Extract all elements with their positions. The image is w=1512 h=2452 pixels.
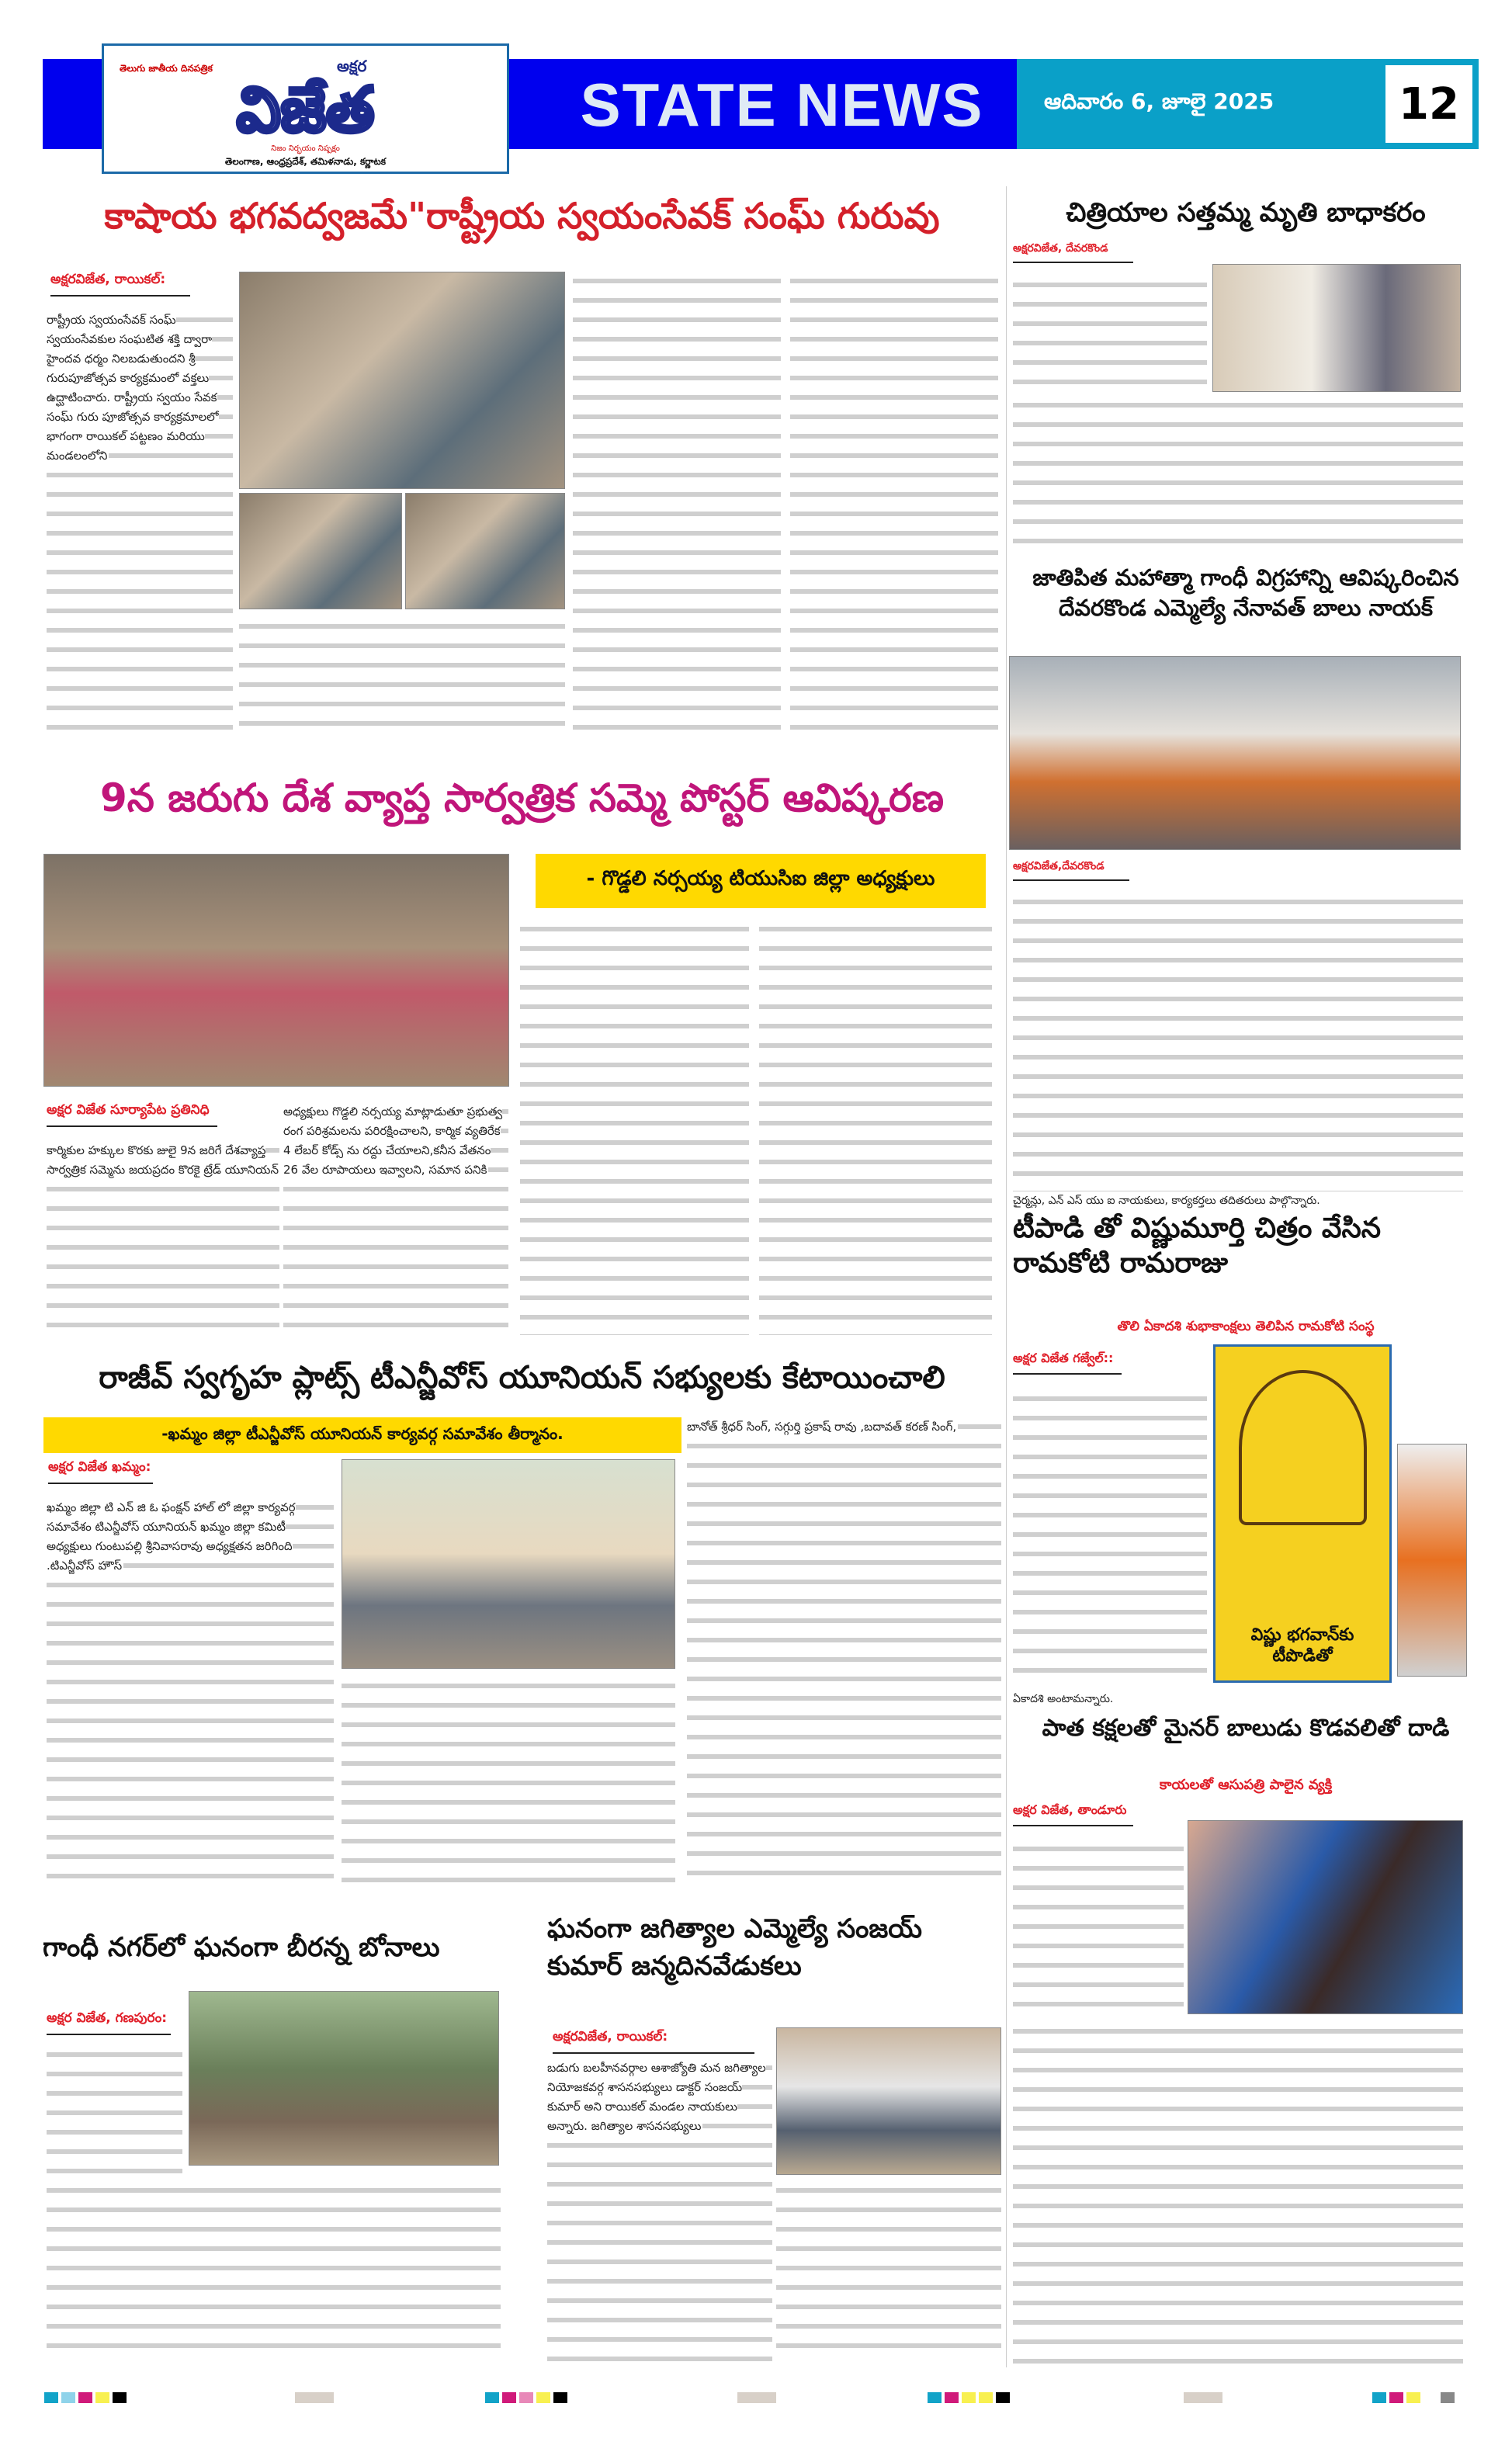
article-body-2: అధ్యక్షులు గొడ్డలి నర్సయ్య మాట్లాడుతూ ప్రభుత్వ రంగ పరిశ్రమలను పరిరక్షించాలని, కార్మిక వ్యతిరేక 4 లేబర్ కోడ్స్ ను రద్దు చేయాలని,కనీస వేతనం 26 వేల రూపాయలు ఇవ్వాలని, సమాన పనికి	[283, 1102, 508, 1335]
article-body: రాష్ట్రీయ స్వయంసేవక్ సంఘ్ స్వయంసేవకుల సంఘటిత శక్తి ద్వారా హైందవ ధర్మం నిలబడుతుందని శ్రీ గురుపూజోత్సవ కార్యక్రమంలో వక్తలు ఉద్ఘాటించారు. రాష్ట్రీయ స్వయం సేవక సంఘ్ గురు పూజోత్సవ కార్యక్రమాలలో భాగంగా రాయికల్ పట్టణం మరియు మండలంలోని	[47, 310, 233, 730]
dateline: అక్షర విజేత గజ్వేల్::	[1013, 1351, 1122, 1375]
subhead: కాయలతో ఆసుపత్రి పాలైన వ్యక్తి	[1159, 1777, 1333, 1793]
photo-injured-boy	[1188, 1820, 1463, 2014]
logo-tagline: తెలుగు జాతీయ దినపత్రిక	[120, 63, 213, 74]
article-body: ఖమ్మం జిల్లా టి ఎన్ జి ఓ ఫంక్షన్ హాల్ లో జిల్లా కార్యవర్గ సమావేశం టిఎన్జీవోస్ యూనియన్ ఖమ్మం జిల్లా కమిటీ అధ్యక్షులు గుంటుపల్లి శ్రీనివాసరావు అధ్యక్షతన జరిగింది .టిఎన్జీవోస్ హౌస్	[47, 1498, 334, 1886]
article-body-end: చైర్మన్లు, ఎన్ ఎస్ యు ఐ నాయకులు, కార్యకర్తలు తదితరులు పాల్గొన్నారు.	[1013, 1195, 1320, 1207]
dateline: అక్షర విజేత ఖమ్మం:	[48, 1459, 153, 1484]
column-divider	[1006, 186, 1007, 2367]
photo-poster-release	[43, 854, 509, 1087]
subhead-banner: - గొడ్డలి నర్సయ్య టియుసిఐ జిల్లా అధ్యక్షులు	[536, 854, 986, 908]
logo-prefix: అక్షర	[337, 57, 367, 75]
subhead: తొలి ఏకాదశి శుభాకాంక్షలు తెలిపిన రామకోటి సంస్థ	[1013, 1320, 1479, 1335]
photo-gurupuja	[239, 272, 565, 489]
headline-sanjay-birthday: ఘనంగా జగిత్యాల ఎమ్మెల్యే సంజయ్ కుమార్ జన్మదినవేడుకలు	[547, 1913, 922, 1982]
headline-strike: 9న జరుగు దేశ వ్యాప్త సార్వత్రిక సమ్మె పోస్టర్ ఆవిష్కరణ	[100, 775, 944, 820]
photo-birthday	[776, 2027, 1001, 2175]
headline-gandhi-statue: జాతిపిత మహాత్మా గాంధీ విగ్రహాన్ని ఆవిష్కరించిన దేవరకొండ ఎమ్మెల్యే నేనావత్ బాలు నాయక్	[1032, 564, 1459, 622]
headline-rss: కాషాయ భగవద్వజమే"రాష్ట్రీయ స్వయంసేవక్ సంఘ్ గురువు	[104, 195, 940, 237]
headline-sattamma: చిత్రియాల సత్తమ్మ మృతి బాధాకరం	[1066, 197, 1426, 228]
article-body-end: ఏకాదశి అంటామన్నారు.	[1013, 1693, 1114, 1705]
vishnu-artwork: విష్ణు భగవాన్‌కు టీపొడితో	[1213, 1344, 1392, 1683]
photo-tngos-meeting	[342, 1459, 675, 1669]
headline-tngos: రాజీవ్ స్వగృహ ప్లాట్స్ టీఎన్జీవోస్ యూనియన్ సభ్యులకు కేటాయించాలి	[99, 1360, 945, 1396]
dateline: అక్షర విజేత సూర్యాపేట ప్రతినిధి	[47, 1102, 217, 1127]
dateline: అక్షరవిజేత,దేవరకొండ	[1013, 860, 1129, 881]
issue-date: ఆదివారం 6, జూలై 2025	[1044, 88, 1274, 114]
dateline: అక్షరవిజేత, రాయికల్:	[553, 2029, 754, 2054]
dateline: అక్షర విజేత, గణపురం:	[47, 2010, 171, 2035]
dateline: అక్షరవిజేత, దేవరకొండ	[1013, 242, 1133, 263]
photo-sattamma	[1212, 264, 1461, 392]
section-title: STATE NEWS	[580, 71, 984, 139]
logo-motto: నిజం నిర్భయం నిష్పక్షం	[271, 144, 340, 153]
article-body-2: బానోత్ శ్రీధర్ సింగ్, సగ్గుర్తి ప్రకాష్ రావు ,బదావత్ కరణ్ సింగ్,	[687, 1417, 1001, 1887]
headline-minor-attack: పాత కక్షలతో మైనర్ బాలుడు కొడవలితో దాడి	[1042, 1715, 1450, 1742]
photo-ramaraju	[1397, 1444, 1467, 1677]
photo-gurupuja-3	[405, 493, 565, 609]
headline-bonalu: గాంధీ నగర్‌లో ఘనంగా బీరన్న బోనాలు	[43, 1932, 440, 1963]
dateline: అక్షరవిజేత, రాయికల్:	[50, 272, 190, 297]
photo-gurupuja-2	[239, 493, 402, 609]
dateline: అక్షర విజేత, తాండూరు	[1013, 1802, 1133, 1826]
logo-name: విజేత	[236, 74, 375, 146]
logo-states: తెలంగాణ, ఆంధ్రప్రదేశ్, తమిళనాడు, కర్ణాటక	[224, 156, 387, 167]
photo-gandhi-statue	[1009, 656, 1461, 850]
article-body: బడుగు బలహీనవర్గాల ఆశాజ్యోతి మన జగిత్యాల నియోజకవర్గ శాసనసభ్యులు డాక్టర్ సంజయ్ కుమార్ అని రాయికల్ మండల నాయకులు అన్నారు. జగిత్యాల శాసనసభ్యులు	[547, 2058, 772, 2361]
logo	[102, 43, 509, 174]
color-registration-bar	[44, 2392, 127, 2403]
article-body: కార్మికుల హక్కుల కొరకు జులై 9న జరిగే దేశవ్యాప్త సార్వత్రిక సమ్మెను జయప్రదం కొరకై ట్రేడ్ యూనియన్	[47, 1141, 279, 1335]
subhead-banner: -ఖమ్మం జిల్లా టీఎన్జీవోస్ యూనియన్ కార్యవర్గ సమావేశం తీర్మానం.	[43, 1417, 681, 1453]
photo-bonalu	[189, 1991, 499, 2166]
headline-vishnu-art: టీపాడి తో విష్ణుమూర్తి చిత్రం వేసిన రామకోటి రామరాజు	[1013, 1212, 1381, 1279]
page-number: 12	[1399, 78, 1459, 130]
